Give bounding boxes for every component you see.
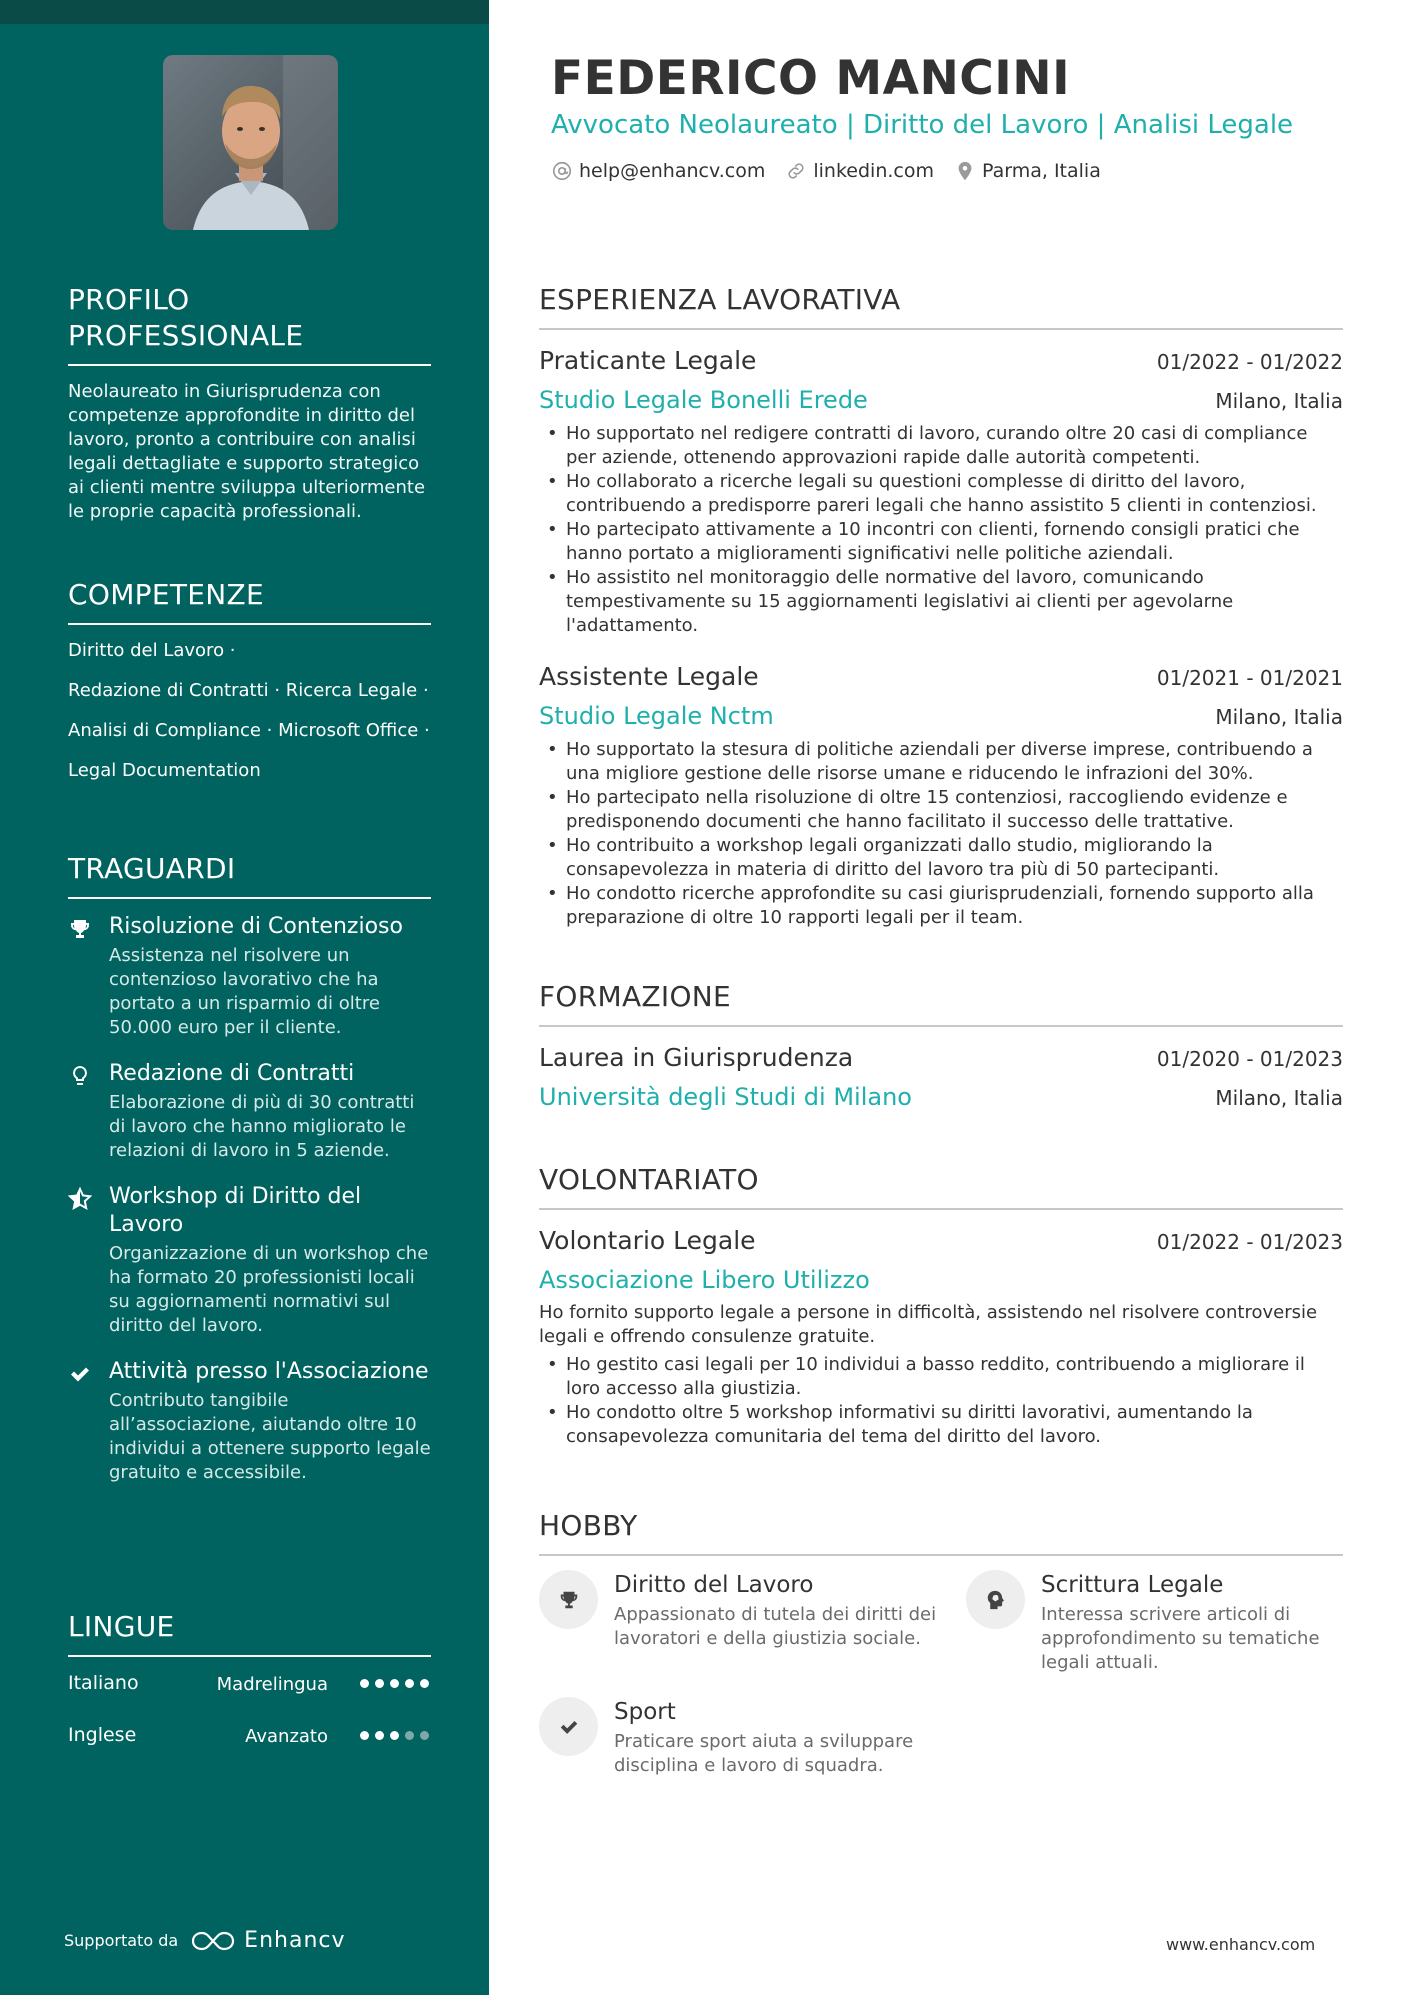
lightbulb-icon <box>68 1064 92 1088</box>
achievement-item <box>68 1060 431 1163</box>
volunteer-bullets <box>539 1353 1343 1449</box>
language-row <box>68 1723 431 1775</box>
education-title: FORMAZIONE <box>539 979 1343 1027</box>
language-level: Avanzato <box>245 1726 328 1747</box>
contact-linkedin[interactable] <box>785 160 934 182</box>
hobby-title: Diritto del Lavoro <box>614 1572 814 1598</box>
achievements-section <box>68 851 431 1505</box>
hobby-item <box>539 1697 966 1778</box>
bullet-item: • Ho collaborato a ricerche legali su questioni complesse di diritto del lavoro, contribuendo a predisporre pareri legali che hanno assistito 5 clienti in contenziosi. <box>539 470 1343 518</box>
contact-bar <box>551 160 1101 182</box>
bullet-item: • Ho condotto ricerche approfondite su casi giurisprudenziali, fornendo supporto alla preparazione di oltre 10 rapporti legali per il team. <box>539 882 1343 930</box>
achievement-item <box>68 1183 431 1338</box>
linkedin-text: linkedin.com <box>813 160 934 182</box>
school-location: Milano, Italia <box>1215 1086 1343 1110</box>
experience-section <box>539 282 1343 952</box>
bullet-item: • Ho supportato la stesura di politiche aziendali per diverse imprese, contribuendo a una migliore gestione delle risorse umane e riducendo le infrazioni del 30%. <box>539 738 1343 786</box>
achievement-desc: Elaborazione di più di 30 contratti di lavoro che hanno migliorato le relazioni di lavoro in 5 aziende. <box>109 1092 415 1161</box>
hobbies-section <box>539 1508 1343 1778</box>
school-name: Università degli Studi di Milano <box>539 1083 912 1111</box>
powered-by-label: Supportato da <box>64 1931 179 1950</box>
volunteer-org: Associazione Libero Utilizzo <box>539 1266 870 1294</box>
bullet-item: • Ho assistito nel monitoraggio delle normative del lavoro, comunicando tempestivamente su 15 aggiornamenti legislativi ai clienti per agevolarne l'adattamento. <box>539 566 1343 638</box>
skills-title: COMPETENZE <box>68 577 431 625</box>
trophy-icon <box>539 1570 598 1629</box>
volunteer-summary: Ho fornito supporto legale a persone in difficoltà, assistendo nel risolvere controversie legali e offrendo consulenze gratuite. <box>539 1302 1318 1347</box>
profile-text: Neolaureato in Giurisprudenza con competenze approfondite in diritto del lavoro, pronto a contribuire con analisi legali dettagliate e supporto strategico ai clienti mentre sviluppa ulteriormente le proprie capacità professionali. <box>68 381 426 522</box>
check-icon <box>68 1362 92 1386</box>
profile-title: PROFILO PROFESSIONALE <box>68 282 431 366</box>
language-name: Inglese <box>68 1724 137 1746</box>
education-entry <box>539 1041 1343 1115</box>
skill-line: Redazione di Contratti · Ricerca Legale · <box>68 680 429 701</box>
job-bullets <box>539 422 1343 638</box>
job-bullets <box>539 738 1343 930</box>
achievement-title: Workshop di Diritto del Lavoro <box>109 1184 362 1237</box>
hobby-item <box>966 1570 1343 1675</box>
contact-location <box>954 160 1101 182</box>
language-row <box>68 1671 431 1723</box>
powered-by <box>64 1928 346 1953</box>
brain-head-icon <box>966 1570 1025 1629</box>
hobby-desc: Interessa scrivere articoli di approfondimento su tematiche legali attuali. <box>1041 1604 1320 1673</box>
rating-dot <box>405 1731 414 1740</box>
profile-photo <box>163 55 338 230</box>
bullet-item: • Ho partecipato attivamente a 10 incontri con clienti, fornendo consigli pratici che hanno portato a miglioramenti significativi nelle politiche aziendali. <box>539 518 1343 566</box>
education-section <box>539 979 1343 1137</box>
hobby-desc: Praticare sport aiuta a sviluppare disciplina e lavoro di squadra. <box>614 1731 914 1776</box>
bullet-item: • Ho partecipato nella risoluzione di oltre 15 contenziosi, raccogliendo evidenze e predisponendo documenti che hanno facilitato il successo delle trattative. <box>539 786 1343 834</box>
rating-dot <box>390 1731 399 1740</box>
hobby-title: Scrittura Legale <box>1041 1572 1224 1598</box>
volunteering-title: VOLONTARIATO <box>539 1162 1343 1210</box>
job-role: Assistente Legale <box>539 662 759 691</box>
achievement-item <box>68 913 431 1040</box>
check-icon <box>539 1697 598 1756</box>
achievement-desc: Contributo tangibile all’associazione, aiutando oltre 10 individui a ottenere supporto legale gratuito e accessibile. <box>109 1390 431 1483</box>
headline: Avvocato Neolaureato | Diritto del Lavoro | Analisi Legale <box>551 110 1294 140</box>
job-dates: 01/2022 - 01/2022 <box>1156 350 1343 374</box>
link-icon <box>785 160 807 182</box>
hobby-title: Sport <box>614 1699 676 1725</box>
skills-section <box>68 577 431 799</box>
degree-name: Laurea in Giurisprudenza <box>539 1043 854 1072</box>
location-text: Parma, Italia <box>982 160 1101 182</box>
achievement-desc: Assistenza nel risolvere un contenzioso lavorativo che ha portato a un risparmio di oltre 50.000 euro per il cliente. <box>109 945 380 1038</box>
sidebar-top-band <box>0 0 489 24</box>
trophy-icon <box>68 917 92 941</box>
powered-by-brand: Enhancv <box>244 1928 346 1953</box>
language-level: Madrelingua <box>216 1674 328 1695</box>
rating-dot <box>420 1679 429 1688</box>
bullet-item: • Ho supportato nel redigere contratti di lavoro, curando oltre 20 casi di compliance per aziende, ottenendo approvazioni rapide dalle autorità competenti. <box>539 422 1343 470</box>
skill-line: Analisi di Compliance · Microsoft Office · <box>68 720 430 741</box>
achievements-title: TRAGUARDI <box>68 851 431 899</box>
volunteering-section <box>539 1162 1343 1471</box>
hobbies-grid <box>539 1570 1343 1778</box>
rating-dot <box>375 1731 384 1740</box>
job-company: Studio Legale Bonelli Erede <box>539 386 868 414</box>
location-pin-icon <box>954 160 976 182</box>
bullet-item: • Ho condotto oltre 5 workshop informativi su diritti lavorativi, aumentando la consapevolezza comunitaria del tema del diritto del lavoro. <box>539 1401 1343 1449</box>
at-icon <box>551 160 573 182</box>
achievement-title: Redazione di Contratti <box>109 1061 355 1086</box>
language-name: Italiano <box>68 1672 139 1694</box>
volunteering-entry <box>539 1224 1343 1449</box>
rating-dot <box>360 1679 369 1688</box>
experience-entry <box>539 660 1343 930</box>
achievement-item <box>68 1358 431 1485</box>
job-role: Praticante Legale <box>539 346 757 375</box>
volunteer-dates: 01/2022 - 01/2023 <box>1156 1230 1343 1254</box>
rating-dot <box>375 1679 384 1688</box>
language-rating <box>360 1679 429 1688</box>
star-half-icon <box>68 1187 92 1211</box>
job-location: Milano, Italia <box>1215 705 1343 729</box>
contact-email[interactable] <box>551 160 765 182</box>
achievement-title: Attività presso l'Associazione <box>109 1359 429 1384</box>
languages-section <box>68 1609 431 1775</box>
languages-title: LINGUE <box>68 1609 431 1657</box>
skill-line: Legal Documentation <box>68 760 261 781</box>
achievement-desc: Organizzazione di un workshop che ha formato 20 professionisti locali su aggiornamenti normativi sul diritto del lavoro. <box>109 1243 429 1336</box>
rating-dot <box>405 1679 414 1688</box>
rating-dot <box>390 1679 399 1688</box>
experience-entry <box>539 344 1343 638</box>
hobby-item <box>539 1570 966 1675</box>
skill-line: Diritto del Lavoro · <box>68 640 236 661</box>
rating-dot <box>420 1731 429 1740</box>
bullet-item: • Ho contribuito a workshop legali organizzati dallo studio, migliorando la consapevolezza in materia di diritto del lavoro tra più di 50 partecipanti. <box>539 834 1343 882</box>
job-company: Studio Legale Nctm <box>539 702 774 730</box>
profile-section <box>68 282 431 524</box>
hobby-desc: Appassionato di tutela dei diritti dei lavoratori e della giustizia sociale. <box>614 1604 937 1649</box>
job-location: Milano, Italia <box>1215 389 1343 413</box>
bullet-item: • Ho gestito casi legali per 10 individui a basso reddito, contribuendo a migliorare il loro accesso alla giustizia. <box>539 1353 1343 1401</box>
rating-dot <box>360 1731 369 1740</box>
volunteer-role: Volontario Legale <box>539 1226 756 1255</box>
experience-title: ESPERIENZA LAVORATIVA <box>539 282 1343 330</box>
job-dates: 01/2021 - 01/2021 <box>1156 666 1343 690</box>
enhancv-logo[interactable] <box>190 1928 345 1953</box>
infinity-icon <box>190 1929 236 1953</box>
email-text: help@enhancv.com <box>579 160 766 182</box>
achievement-title: Risoluzione di Contenzioso <box>109 914 403 939</box>
candidate-name: FEDERICO MANCINI <box>551 51 1071 106</box>
sidebar <box>0 0 489 1995</box>
education-dates: 01/2020 - 01/2023 <box>1156 1047 1343 1071</box>
hobbies-title: HOBBY <box>539 1508 1343 1556</box>
language-rating <box>360 1731 429 1740</box>
footer-website-link[interactable]: www.enhancv.com <box>1166 1935 1316 1954</box>
